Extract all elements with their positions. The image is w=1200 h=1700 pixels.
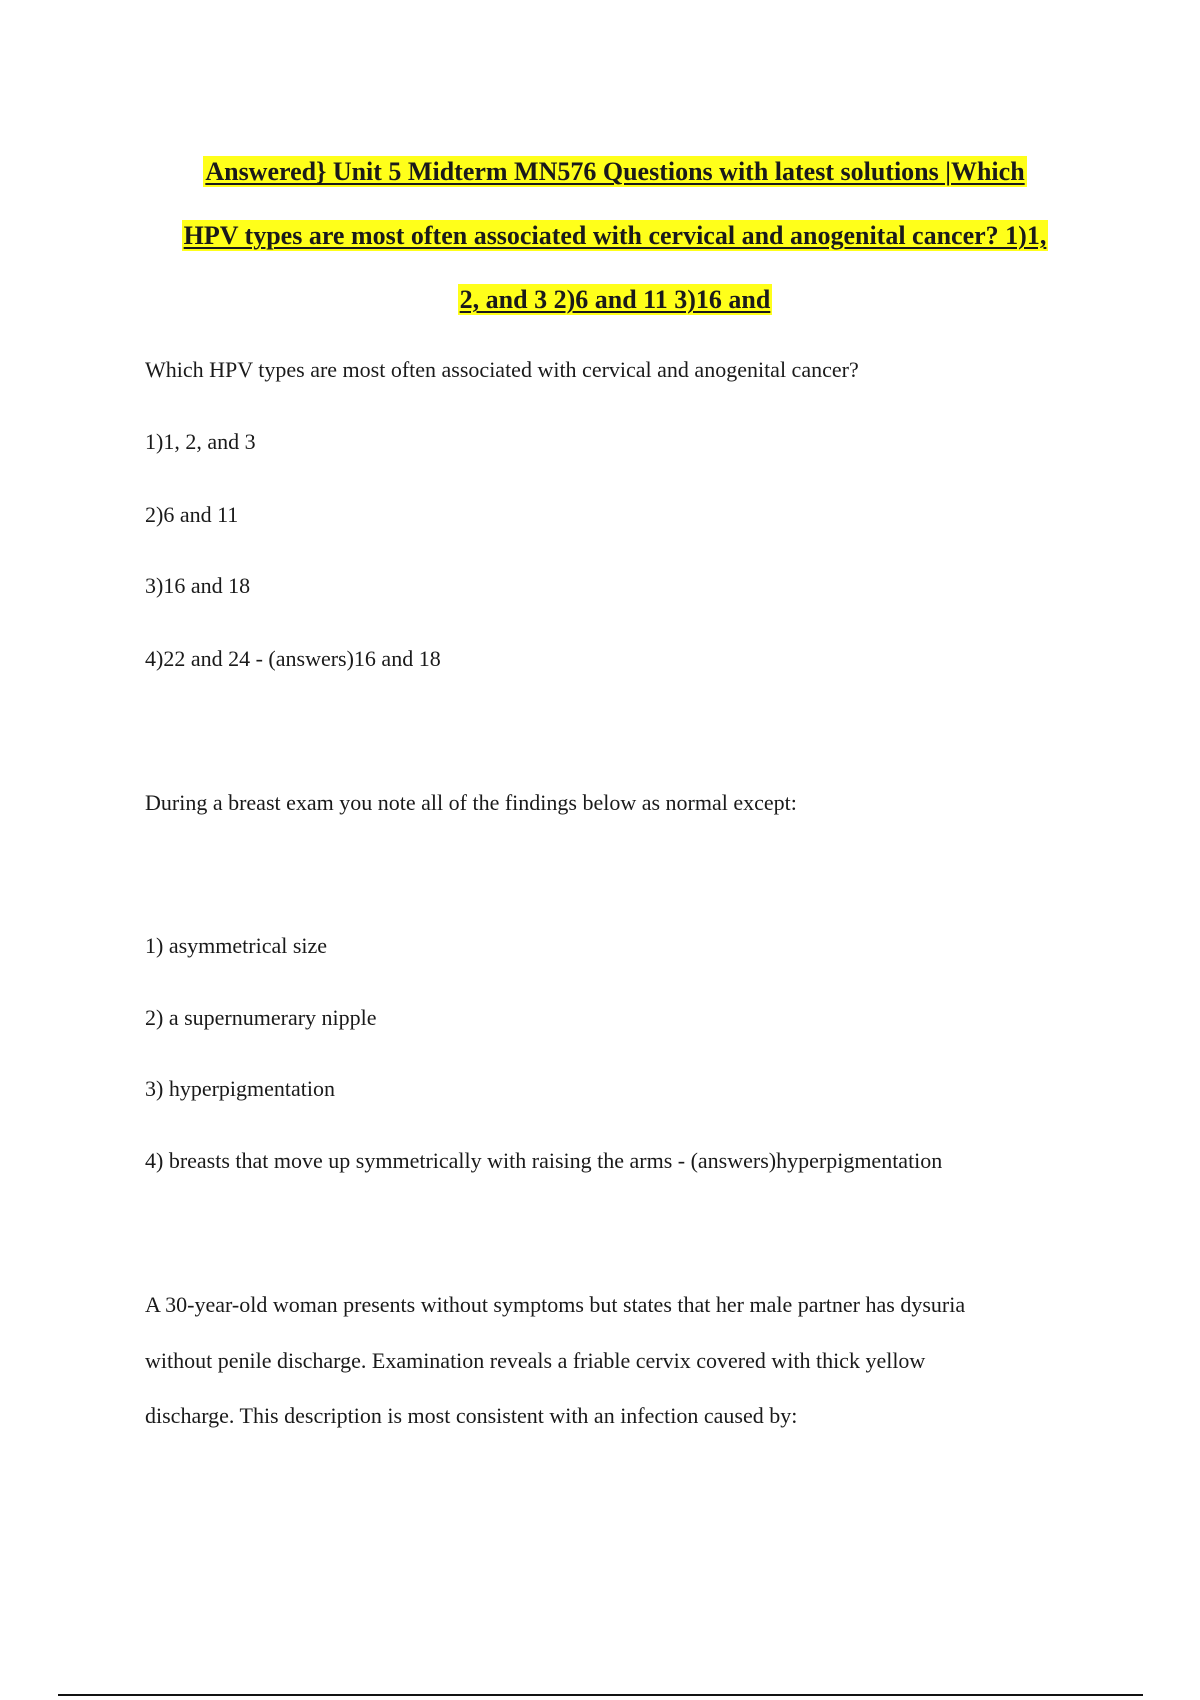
question-3-prompt-line: A 30-year-old woman presents without symptoms but states that her male partner has dysuria [145,1292,966,1317]
question-2-prompt: During a breast exam you note all of the findings below as normal except: [145,790,797,815]
title-line-text: 2, and 3 2)6 and 11 3)16 and [459,285,771,314]
question-2-option-2: 2) a supernumerary nipple [145,1005,377,1030]
question-2-option-1: 1) asymmetrical size [145,933,328,958]
question-3-prompt-line: discharge. This description is most consistent with an infection caused by: [145,1403,798,1428]
question-1-option-4-answer: 4)22 and 24 - (answers)16 and 18 [145,646,441,671]
question-1-option-3: 3)16 and 18 [145,573,251,598]
title-line [120,204,1110,268]
title-line [120,268,1110,332]
title-line-text: HPV types are most often associated with cervical and anogenital cancer? 1)1, [183,221,1047,250]
question-3-prompt-line: without penile discharge. Examination reveals a friable cervix covered with thick yellow [145,1348,926,1373]
document-title [120,140,1110,332]
footer-divider [58,1694,1143,1696]
title-line-text: Answered} Unit 5 Midterm MN576 Questions with latest solutions |Which [205,157,1025,186]
question-1-prompt: Which HPV types are most often associated with cervical and anogenital cancer? [145,357,859,382]
title-line [120,140,1110,204]
question-1-option-1: 1)1, 2, and 3 [145,429,256,454]
question-1-option-2: 2)6 and 11 [145,502,239,527]
question-2-option-3: 3) hyperpigmentation [145,1076,336,1101]
question-2-option-4-answer: 4) breasts that move up symmetrically with raising the arms - (answers)hyperpigmentation [145,1148,943,1173]
